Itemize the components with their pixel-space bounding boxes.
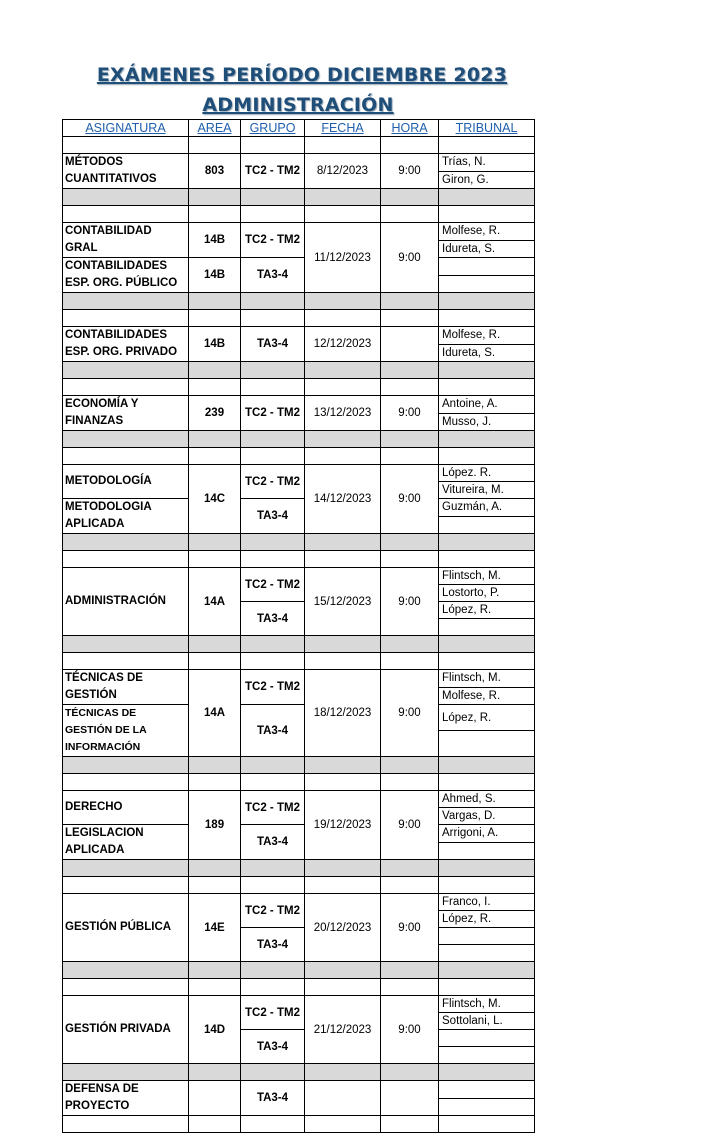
table-row [63,670,535,688]
area-cell: 14D [189,996,241,1064]
area-cell: 239 [189,396,241,431]
asignatura-cell: ECONOMÍA Y FINANZAS [63,396,189,431]
asignatura-cell: GESTIÓN PRIVADA [63,996,189,1064]
separator-row [63,962,535,979]
separator-row [63,534,535,551]
page-subtitle: ADMINISTRACIÓN [202,94,394,116]
separator-row [63,860,535,877]
tribunal-cell: Idureta, S. [439,344,535,362]
tribunal-cell: Musso, J. [439,413,535,431]
hora-cell: 9:00 [381,568,439,636]
table-row [63,154,535,172]
tribunal-cell: Giron, G. [439,171,535,189]
asignatura-cell: DERECHO [63,791,189,825]
area-cell: 14C [189,465,241,534]
spacer-row [63,979,535,996]
asignatura-cell: ADMINISTRACIÓN [63,568,189,636]
hora-cell: 9:00 [381,396,439,431]
tribunal-cell [439,275,535,293]
tribunal-cell: Flintsch, M. [439,568,535,585]
fecha-cell: 8/12/2023 [305,154,381,189]
asignatura-cell: METODOLOGIA APLICADA [63,499,189,534]
table-row [63,1081,535,1099]
tribunal-cell: Vitureira, M. [439,482,535,499]
asignatura-cell: CONTABILIDADES ESP. ORG. PÚBLICO [63,258,189,293]
separator-row [63,636,535,653]
tribunal-cell [439,731,535,757]
separator-row [63,757,535,774]
table-row [63,705,535,731]
asignatura-cell: MÉTODOS CUANTITATIVOS [63,154,189,189]
tribunal-cell: López, R. [439,911,535,928]
grupo-cell: TA3-4 [241,825,305,860]
grupo-cell: TA3-4 [241,258,305,293]
spacer-row [63,877,535,894]
grupo-cell: TC2 - TM2 [241,396,305,431]
tribunal-cell: Franco, I. [439,894,535,911]
spacer-row [63,379,535,396]
col-header-tribunal: TRIBUNAL [439,120,535,137]
separator-row [63,431,535,448]
asignatura-cell: GESTIÓN PÚBLICA [63,894,189,962]
fecha-cell: 14/12/2023 [305,465,381,534]
fecha-cell: 12/12/2023 [305,327,381,362]
asignatura-cell: DEFENSA DE PROYECTO [63,1081,189,1116]
table-row [63,791,535,808]
col-header-hora: HORA [381,120,439,137]
tribunal-cell: Flintsch, M. [439,670,535,688]
spacer-row [63,448,535,465]
fecha-cell: 19/12/2023 [305,791,381,860]
table-row [63,825,535,843]
table-row [63,996,535,1013]
hora-cell: 9:00 [381,996,439,1064]
asignatura-cell: TÉCNICAS DE GESTIÓN [63,670,189,705]
asignatura-cell: CONTABILIDADES ESP. ORG. PRIVADO [63,327,189,362]
area-cell: 14B [189,327,241,362]
tribunal-cell: Molfese, R. [439,327,535,345]
asignatura-cell: METODOLOGÍA [63,465,189,499]
grupo-cell: TC2 - TM2 [241,894,305,928]
grupo-cell: TA3-4 [241,1081,305,1116]
tribunal-cell: Ahmed, S. [439,791,535,808]
tribunal-cell: Idureta, S. [439,240,535,258]
hora-cell: 9:00 [381,894,439,962]
tribunal-cell: Arrigoni, A. [439,825,535,843]
hora-cell: 9:00 [381,791,439,860]
hora-cell: 9:00 [381,465,439,534]
tribunal-cell [439,516,535,534]
table-row [63,465,535,482]
area-cell: 189 [189,791,241,860]
grupo-cell: TC2 - TM2 [241,465,305,499]
hora-cell: 9:00 [381,154,439,189]
tribunal-cell: Vargas, D. [439,808,535,825]
grupo-cell: TA3-4 [241,327,305,362]
tribunal-cell: Trías, N. [439,154,535,172]
area-cell: 14B [189,258,241,293]
exam-schedule-table [62,119,535,1133]
separator-row [63,1064,535,1081]
spacer-row [63,310,535,327]
asignatura-cell: TÉCNICAS DE GESTIÓN DE LA INFORMACIÓN [63,705,189,757]
grupo-cell: TC2 - TM2 [241,223,305,258]
tribunal-cell: Molfese, R. [439,687,535,705]
spacer-row [63,206,535,223]
grupo-cell: TA3-4 [241,499,305,534]
grupo-cell: TC2 - TM2 [241,568,305,602]
col-header-area: AREA [189,120,241,137]
grupo-cell: TC2 - TM2 [241,791,305,825]
fecha-cell: 20/12/2023 [305,894,381,962]
col-header-asignatura: ASIGNATURA [63,120,189,137]
table-row [63,894,535,911]
spacer-row [63,774,535,791]
asignatura-cell: LEGISLACION APLICADA [63,825,189,860]
separator-row [63,362,535,379]
tribunal-cell: Sottolani, L. [439,1013,535,1030]
grupo-cell: TA3-4 [241,602,305,636]
tribunal-cell: Antoine, A. [439,396,535,414]
spacer-row [63,1116,535,1133]
grupo-cell: TA3-4 [241,928,305,962]
tribunal-cell: Lostorto, P. [439,585,535,602]
area-cell: 803 [189,154,241,189]
col-header-fecha: FECHA [305,120,381,137]
separator-row [63,293,535,310]
col-header-grupo: GRUPO [241,120,305,137]
area-cell: 14A [189,670,241,757]
table-row [63,396,535,414]
tribunal-cell [439,258,535,276]
fecha-cell: 11/12/2023 [305,223,381,293]
tribunal-cell [439,945,535,962]
grupo-cell: TC2 - TM2 [241,670,305,705]
grupo-cell: TC2 - TM2 [241,996,305,1030]
tribunal-cell: Flintsch, M. [439,996,535,1013]
fecha-cell [305,1081,381,1116]
tribunal-cell: López. R. [439,465,535,482]
tribunal-cell [439,928,535,945]
table-row [63,258,535,276]
fecha-cell: 21/12/2023 [305,996,381,1064]
table-row [63,327,535,345]
tribunal-cell: Guzmán, A. [439,499,535,517]
tribunal-cell [439,1098,535,1116]
spacer-row [63,551,535,568]
fecha-cell: 13/12/2023 [305,396,381,431]
area-cell [189,1081,241,1116]
header-row [63,120,535,137]
tribunal-cell [439,842,535,860]
area-cell: 14E [189,894,241,962]
fecha-cell: 18/12/2023 [305,670,381,757]
tribunal-cell [439,1081,535,1099]
page-title: EXÁMENES PERÍODO DICIEMBRE 2023 [96,64,508,86]
spacer-row [63,653,535,670]
hora-cell: 9:00 [381,670,439,757]
fecha-cell: 15/12/2023 [305,568,381,636]
grupo-cell: TC2 - TM2 [241,154,305,189]
tribunal-cell: López, R. [439,705,535,731]
table-row [63,223,535,241]
tribunal-cell [439,1030,535,1047]
table-row [63,499,535,517]
tribunal-cell [439,619,535,636]
grupo-cell: TA3-4 [241,1030,305,1064]
spacer-row [63,137,535,154]
asignatura-cell: CONTABILIDAD GRAL [63,223,189,258]
separator-row [63,189,535,206]
hora-cell: 9:00 [381,223,439,293]
grupo-cell: TA3-4 [241,705,305,757]
area-cell: 14B [189,223,241,258]
hora-cell [381,1081,439,1116]
tribunal-cell: Molfese, R. [439,223,535,241]
area-cell: 14A [189,568,241,636]
hora-cell [381,327,439,362]
table-row [63,568,535,585]
tribunal-cell: López, R. [439,602,535,619]
tribunal-cell [439,1047,535,1064]
